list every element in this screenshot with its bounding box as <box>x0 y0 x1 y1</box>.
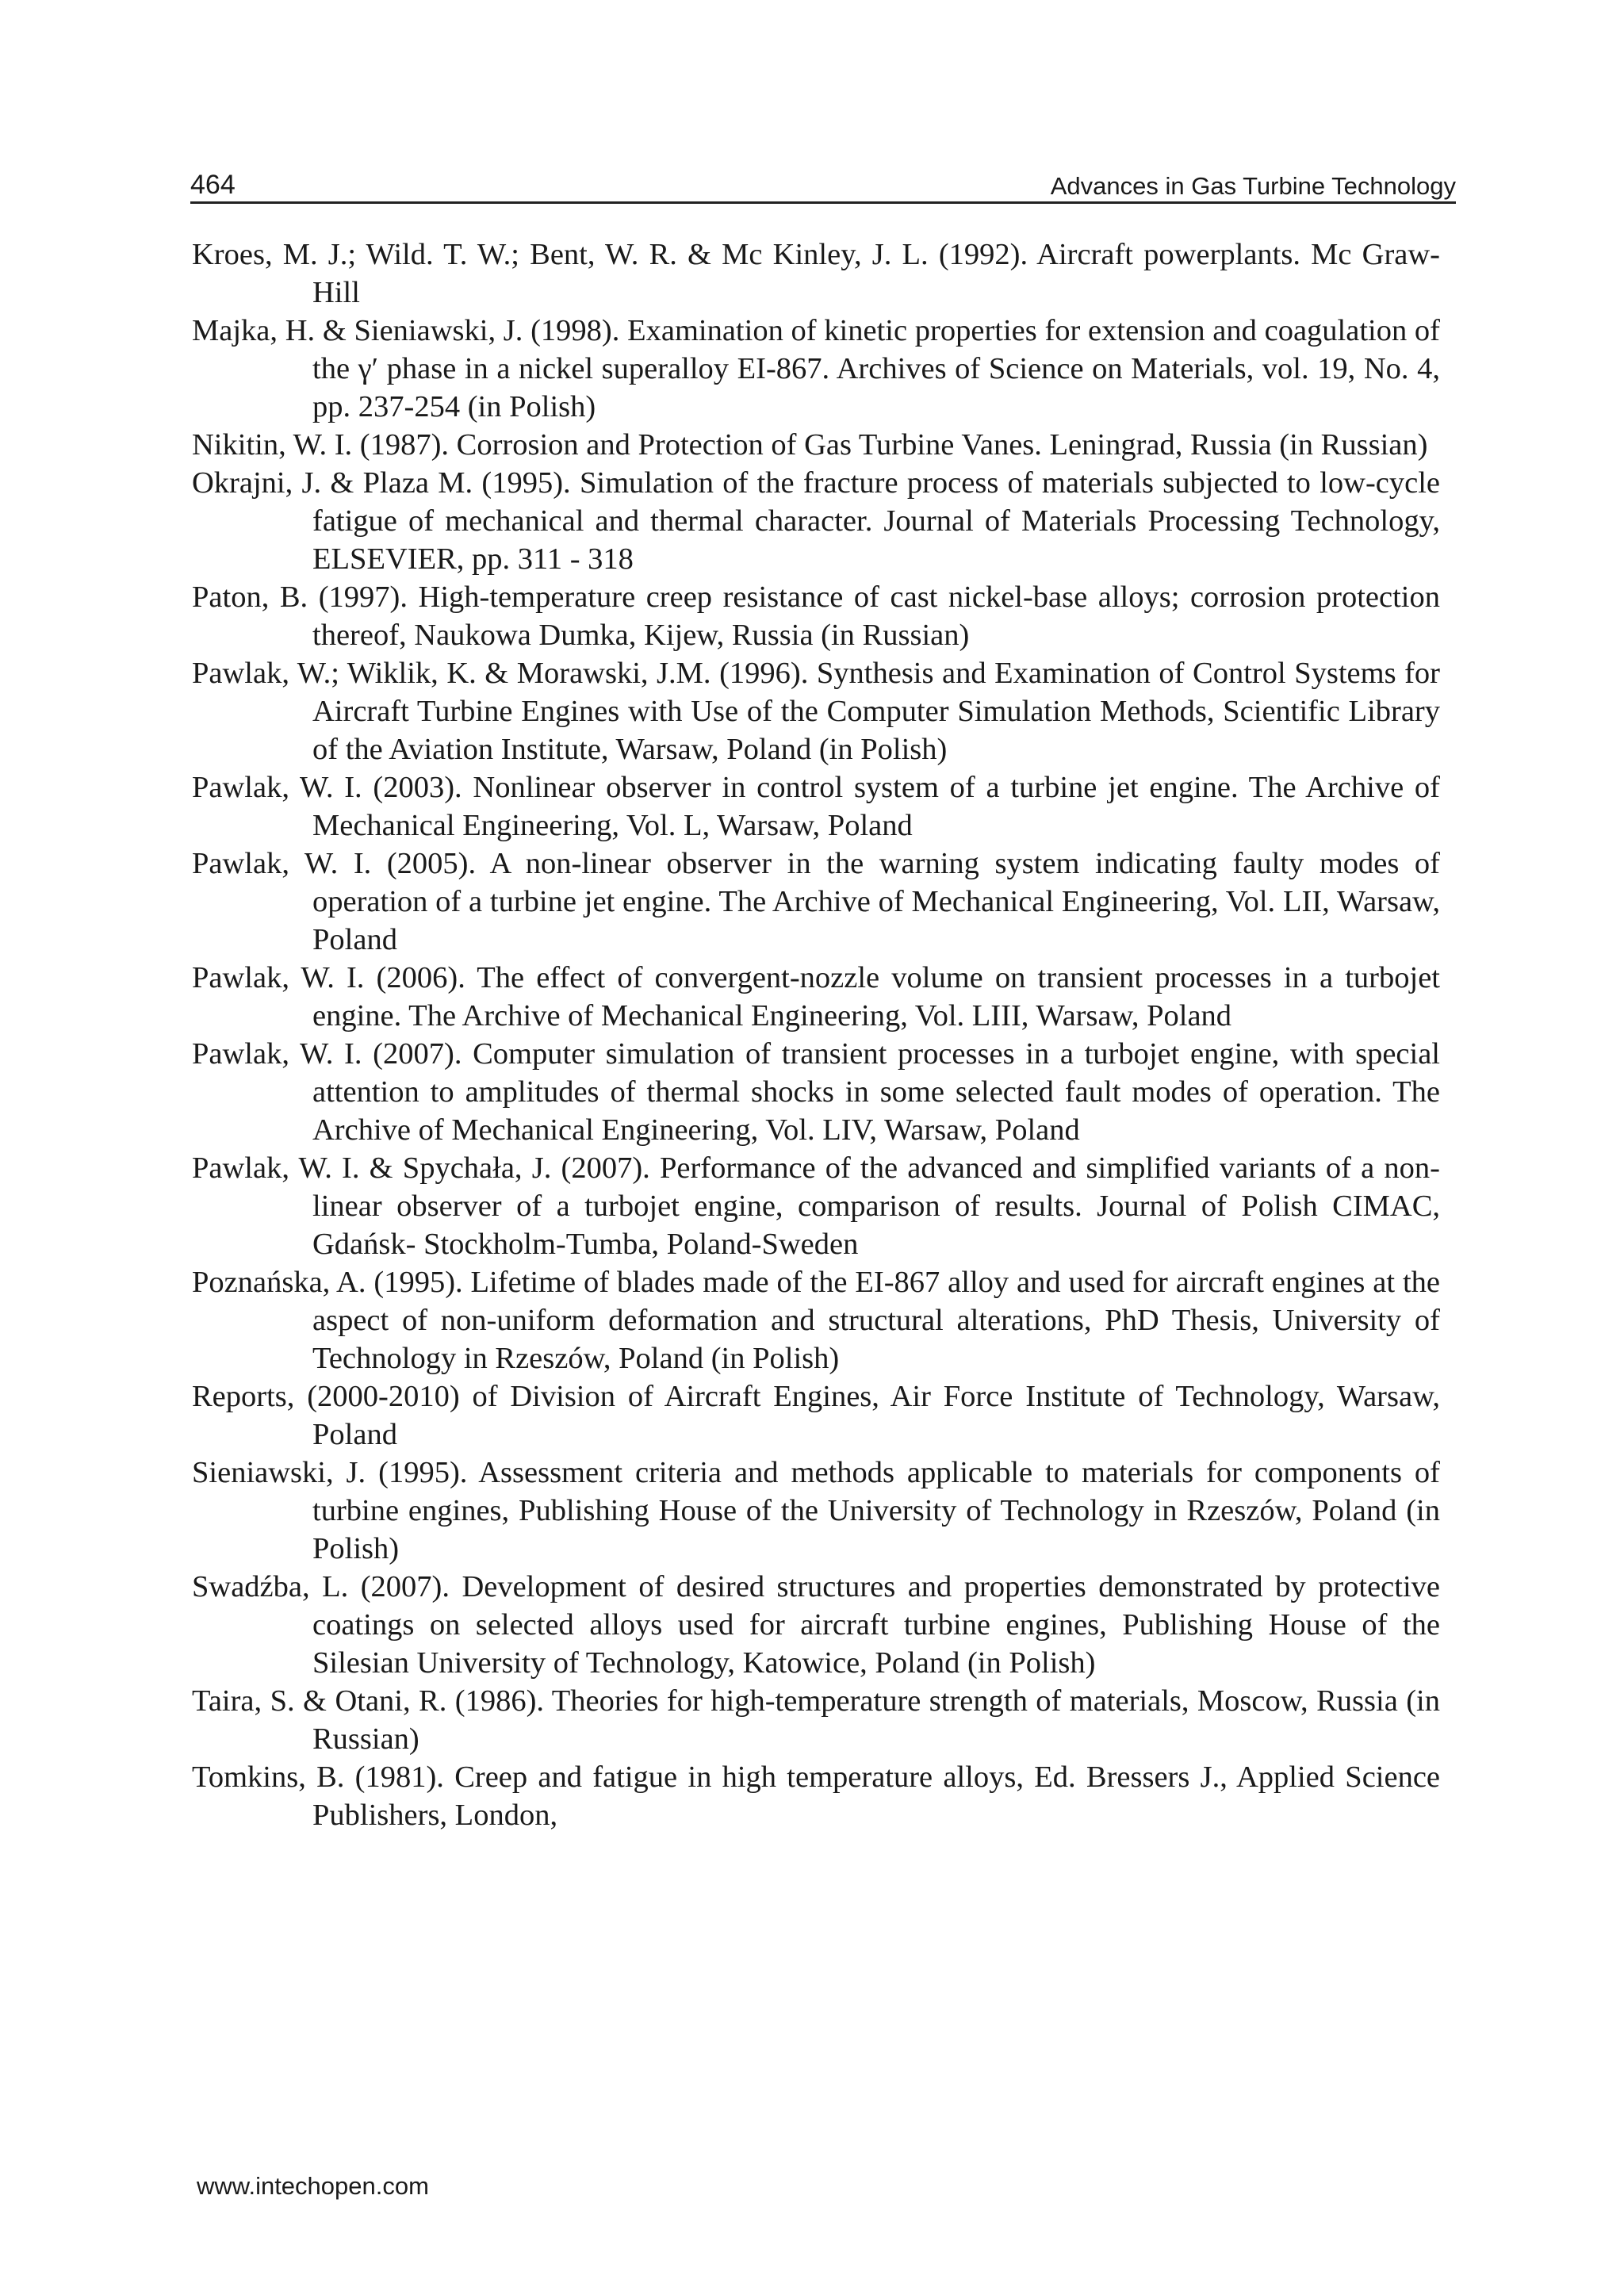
footer-url: www.intechopen.com <box>197 2172 429 2200</box>
page-header <box>190 162 1456 204</box>
reference-entry: Tomkins, B. (1981). Creep and fatigue in high temperature alloys, Ed. Bressers J., Applied Science Publishers, London, <box>192 1760 1440 1832</box>
reference-entry: Pawlak, W. I. (2003). Nonlinear observer in control system of a turbine jet engine. The Archive of Mechanical Engineering, Vol. L, Warsaw, Poland <box>192 771 1440 842</box>
reference-entry: Reports, (2000-2010) of Division of Aircraft Engines, Air Force Institute of Technology, Warsaw, Poland <box>192 1380 1440 1451</box>
reference-entry: Majka, H. & Sieniawski, J. (1998). Examination of kinetic properties for extension and coagulation of the γ′ phase in a nickel superalloy EI-867. Archives of Science on Materials, vol. 19, No. 4, pp. 237-254 (in Polish) <box>192 314 1440 423</box>
reference-entry: Taira, S. & Otani, R. (1986). Theories for high-temperature strength of materials, Moscow, Russia (in Russian) <box>192 1684 1440 1756</box>
reference-entry: Pawlak, W. I. (2005). A non-linear observer in the warning system indicating faulty modes of operation of a turbine jet engine. The Archive of Mechanical Engineering, Vol. LII, Warsaw, Poland <box>192 847 1440 956</box>
reference-list <box>192 236 1440 1834</box>
reference-entry: Swadźba, L. (2007). Development of desired structures and properties demonstrated by protective coatings on selected alloys used for aircraft turbine engines, Publishing House of the Silesian University of Technology, Katowice, Poland (in Polish) <box>192 1570 1440 1680</box>
running-title: Advances in Gas Turbine Technology <box>1050 172 1456 200</box>
reference-entry: Poznańska, A. (1995). Lifetime of blades made of the EI-867 alloy and used for aircraft engines at the aspect of non-uniform deformation and structural alterations, PhD Thesis, University of Technology in Rzeszów, Poland (in Polish) <box>192 1266 1440 1375</box>
page-number: 464 <box>190 170 236 200</box>
reference-entry: Pawlak, W.; Wiklik, K. & Morawski, J.M. (1996). Synthesis and Examination of Control Systems for Aircraft Turbine Engines with Use of the Computer Simulation Methods, Scientific Library of the Aviation Institute, Warsaw, Poland (in Polish) <box>192 657 1440 766</box>
reference-entry: Kroes, M. J.; Wild. T. W.; Bent, W. R. & Mc Kinley, J. L. (1992). Aircraft powerplants. Mc Graw- Hill <box>192 238 1440 309</box>
reference-entry: Okrajni, J. & Plaza M. (1995). Simulation of the fracture process of materials subjected to low-cycle fatigue of mechanical and thermal character. Journal of Materials Processing Technology, ELSEVIER, pp. 311 - 318 <box>192 466 1440 576</box>
reference-entry: Paton, B. (1997). High-temperature creep resistance of cast nickel-base alloys; corrosion protection thereof, Naukowa Dumka, Kijew, Russia (in Russian) <box>192 580 1440 652</box>
reference-entry: Pawlak, W. I. (2007). Computer simulation of transient processes in a turbojet engine, with special attention to amplitudes of thermal shocks in some selected fault modes of operation. The Archive of Mechanical Engineering, Vol. LIV, Warsaw, Poland <box>192 1037 1440 1147</box>
reference-entry: Nikitin, W. I. (1987). Corrosion and Protection of Gas Turbine Vanes. Leningrad, Russia (in Russian) <box>192 428 1428 462</box>
reference-entry: Pawlak, W. I. & Spychała, J. (2007). Performance of the advanced and simplified variants of a non-linear observer of a turbojet engine, comparison of results. Journal of Polish CIMAC, Gdańsk- Stockholm-Tumba, Poland-Sweden <box>192 1151 1440 1261</box>
reference-entry: Pawlak, W. I. (2006). The effect of convergent-nozzle volume on transient processes in a turbojet engine. The Archive of Mechanical Engineering, Vol. LIII, Warsaw, Poland <box>192 961 1440 1032</box>
reference-entry: Sieniawski, J. (1995). Assessment criteria and methods applicable to materials for components of turbine engines, Publishing House of the University of Technology in Rzeszów, Poland (in Polish) <box>192 1456 1440 1565</box>
